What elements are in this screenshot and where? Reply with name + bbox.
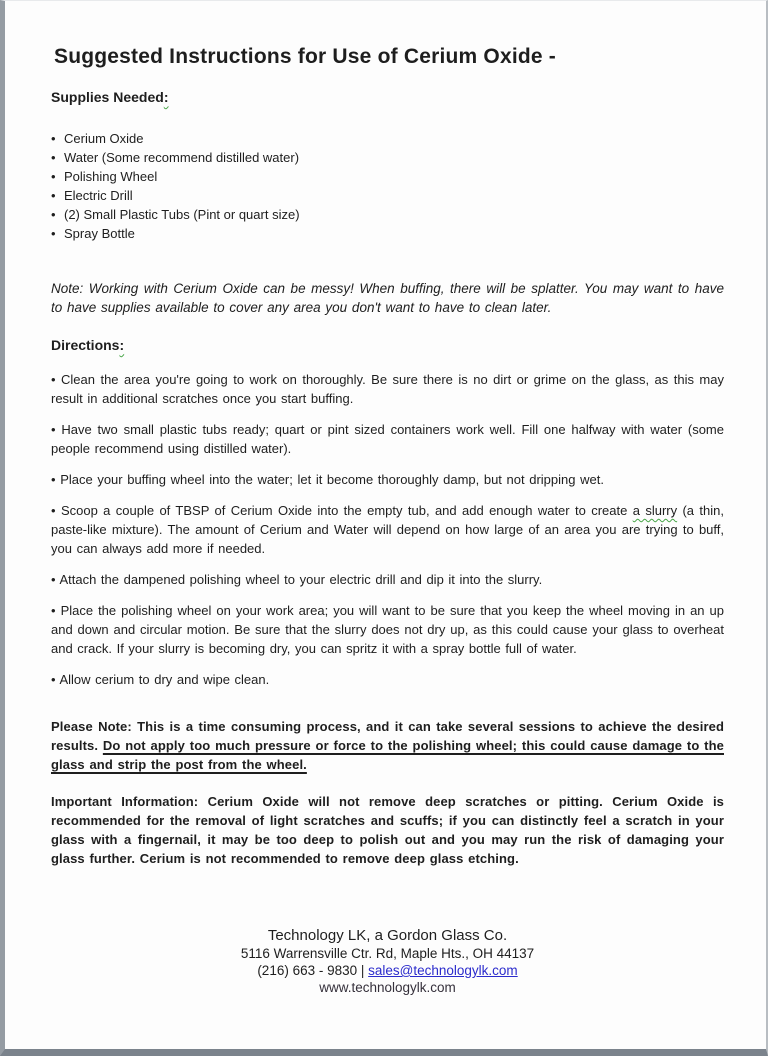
direction-text-post: (a thin, paste-like mixture). The amount of Cerium and Water will depend on how large of an area you are trying to buff, you can always add more if needed. xyxy=(51,503,724,556)
direction-bullet xyxy=(51,470,724,489)
direction-text: Clean the area you're going to work on thoroughly. Be sure there is no dirt or grime on the glass, as this may result in additional scratches once you start buffing. xyxy=(51,372,724,406)
bullet-icon: • xyxy=(51,226,56,241)
website-url: www.technologylk.com xyxy=(319,980,456,995)
contact-line xyxy=(51,962,724,979)
direction-text: Have two small plastic tubs ready; quart or pint sized containers work well. Fill one halfway with water (some people recommend using distilled water). xyxy=(51,422,724,456)
address-line: 5116 Warrensville Ctr. Rd, Maple Hts., OH 44137 xyxy=(240,946,535,961)
bullet-icon: • xyxy=(51,207,56,222)
bullet-icon: • xyxy=(51,131,56,146)
document-content xyxy=(5,1,766,996)
bullet-icon: • xyxy=(51,169,56,184)
bullet-icon: • xyxy=(51,372,56,387)
supply-item-label: Spray Bottle xyxy=(64,226,135,241)
supply-item-label: Water (Some recommend distilled water) xyxy=(64,150,300,165)
supply-item-label: (2) Small Plastic Tubs (Pint or quart size) xyxy=(64,207,300,222)
supplies-heading xyxy=(51,89,724,105)
supply-item-label: Polishing Wheel xyxy=(64,169,158,184)
bullet-icon: • xyxy=(51,603,56,618)
list-item xyxy=(51,186,724,205)
direction-bullet xyxy=(51,370,724,408)
please-note-paragraph xyxy=(51,717,724,774)
list-item xyxy=(51,148,724,167)
supplies-heading-text: Supplies Needed xyxy=(51,89,164,105)
bullet-icon: • xyxy=(51,150,56,165)
list-item xyxy=(51,224,724,243)
bullet-icon: • xyxy=(51,422,56,437)
footer xyxy=(51,926,724,996)
direction-bullet xyxy=(51,670,724,689)
direction-bullet xyxy=(51,420,724,458)
supply-item-label: Cerium Oxide xyxy=(64,131,144,146)
supplies-list xyxy=(51,129,724,243)
direction-text: Attach the dampened polishing wheel to your electric drill and dip it into the slurry. xyxy=(59,572,543,587)
directions-heading-colon: : xyxy=(119,337,125,353)
direction-text: Place the polishing wheel on your work area; you will want to be sure that you keep the wheel moving in an up and down and circular motion. Be sure that the slurry does not dry up, as this could cause your glass to overheat and crack. If your slurry is becoming dry, you can spritz it with a spray bottle full of water. xyxy=(51,603,724,656)
page-title: Suggested Instructions for Use of Cerium Oxide - xyxy=(54,45,557,68)
phone-number: (216) 663 - 9830 xyxy=(257,963,358,978)
supplies-heading-colon: : xyxy=(163,89,169,105)
list-item xyxy=(51,129,724,148)
direction-bullet xyxy=(51,570,724,589)
directions-heading-text: Directions xyxy=(51,337,120,353)
bullet-icon: • xyxy=(51,572,56,587)
please-note-text: Please Note: This is a time consuming process, and it can take several sessions to achieve the desired results. xyxy=(51,719,724,753)
direction-text: Allow cerium to dry and wipe clean. xyxy=(59,672,270,687)
list-item xyxy=(51,205,724,224)
directions-heading xyxy=(51,337,724,353)
bullet-icon: • xyxy=(51,672,56,687)
direction-text-pre: Scoop a couple of TBSP of Cerium Oxide into the empty tub, and add enough water to create xyxy=(60,503,633,518)
supply-item-label: Electric Drill xyxy=(64,188,133,203)
direction-bullet xyxy=(51,601,724,658)
contact-separator: | xyxy=(357,963,369,978)
bullet-icon: • xyxy=(51,472,56,487)
bullet-icon: • xyxy=(51,188,56,203)
direction-text: Place your buffing wheel into the water; let it become thoroughly damp, but not dripping wet. xyxy=(60,472,604,487)
list-item xyxy=(51,167,724,186)
please-note-underlined-text: Do not apply too much pressure or force to the polishing wheel; this could cause damage to the glass and strip the post from the wheel. xyxy=(51,738,724,772)
direction-bullet xyxy=(51,501,724,558)
grammar-flagged-text: a slurry xyxy=(632,503,678,518)
company-name: Technology LK, a Gordon Glass Co. xyxy=(267,927,508,944)
note-paragraph: Note: Working with Cerium Oxide can be messy! When buffing, there will be splatter. You may want to have to have supplies available to cover any area you don't want to have to clean later. xyxy=(51,281,724,315)
email-link[interactable]: sales@technologylk.com xyxy=(368,963,518,978)
bullet-icon: • xyxy=(51,503,56,518)
important-information-paragraph: Important Information: Cerium Oxide will not remove deep scratches or pitting. Cerium Oxide is recommended for the removal of light scratches and scuffs; if you can distinctly feel a scratch in your glass with a fingernail, it may be too deep to polish out and you may run the risk of damaging your glass further. Cerium is not recommended to remove deep glass etching. xyxy=(51,794,724,866)
